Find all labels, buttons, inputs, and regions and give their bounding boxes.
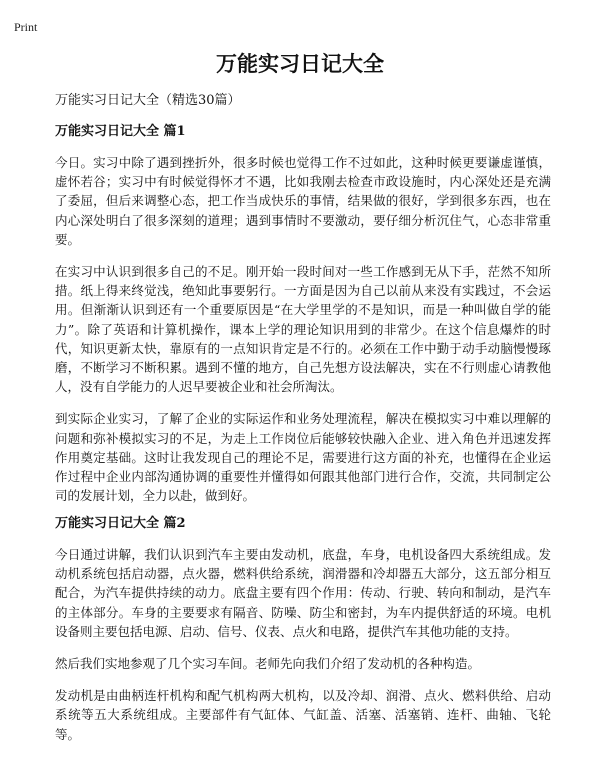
section-heading: 万能实习日记大全 篇2 (55, 516, 186, 531)
section-1 (55, 123, 551, 505)
print-link[interactable]: Print (14, 20, 38, 34)
document-subtitle: 万能实习日记大全（精选30篇） (55, 93, 241, 108)
section-heading: 万能实习日记大全 篇1 (55, 124, 186, 139)
section-2 (55, 515, 551, 744)
paragraph: 到实际企业实习，了解了企业的实际运作和业务处理流程，解决在模拟实习中难以理解的问题和弥补模拟实习的不足，为走上工作岗位后能够较快融入企业、进入角色并迅速发挥作用奠定基础。这时让我发现自己的理论不足，需要进行这方面的补充，也懂得在企业运作过程中企业内部沟通协调的重要性并懂得如何跟其他部门进行合作，交流，共同制定公司的发展计划，全力以赴，做到好。 (55, 411, 551, 504)
paragraph: 在实习中认识到很多自己的不足。刚开始一段时间对一些工作感到无从下手，茫然不知所措。纸上得来终觉浅，绝知此事要躬行。一方面是因为自己以前从来没有实践过，不会运用。但渐渐认识到还有一个重要原因是“在大学里学的不是知识，而是一种叫做自学的能力”。除了英语和计算机操作，课本上学的理论知识用到的非常少。在这个信息爆炸的时代，知识更新太快，靠原有的一点知识肯定是不行的。必须在工作中勤于动手动脑慢慢琢磨，不断学习不断积累。遇到不懂的地方，自己先想方设法解决，实在不行则虚心请教他人，没有自学能力的人迟早要被企业和社会所淘汰。 (55, 264, 551, 395)
paragraph: 发动机是由曲柄连杆机构和配气机构两大机构，以及冷却、润滑、点火、燃料供给、启动系统等五大系统组成。主要部件有气缸体、气缸盖、活塞、活塞销、连杆、曲轴、飞轮等。 (55, 688, 551, 742)
paragraph: 今日。实习中除了遇到挫折外，很多时候也觉得工作不过如此，这种时候更要谦虚谨慎，虚怀若谷；实习中有时候觉得怀才不遇，比如我刚去检查市政设施时，内心深处还是充满了委屈，但后来调整心态，把工作当成快乐的事情，结果做的很好，学到很多东西，也在内心深处明白了很多深刻的道理；遇到事情时不要激动，要仔细分析沉住气，心态非常重要。 (55, 155, 551, 247)
page-title: 万能实习日记大全 (216, 51, 384, 76)
paragraph: 然后我们实地参观了几个实习车间。老师先向我们介绍了发动机的各种构造。 (55, 656, 481, 672)
paragraph: 今日通过讲解，我们认识到汽车主要由发动机，底盘，车身，电机设备四大系统组成。发动机系统包括启动器，点火器，燃料供给系统，润滑器和冷却器五大部分，这五部分相互配合，为汽车提供持续的动力。底盘主要有四个作用：传动、行驶、转向和制动，是汽车的主体部分。车身的主要要求有隔音、防噪、防尘和密封，为车内提供舒适的环境。电机设备则主要包括电源、启动、信号、仪表、点火和电路，提供汽车其他功能的支持。 (55, 547, 551, 639)
